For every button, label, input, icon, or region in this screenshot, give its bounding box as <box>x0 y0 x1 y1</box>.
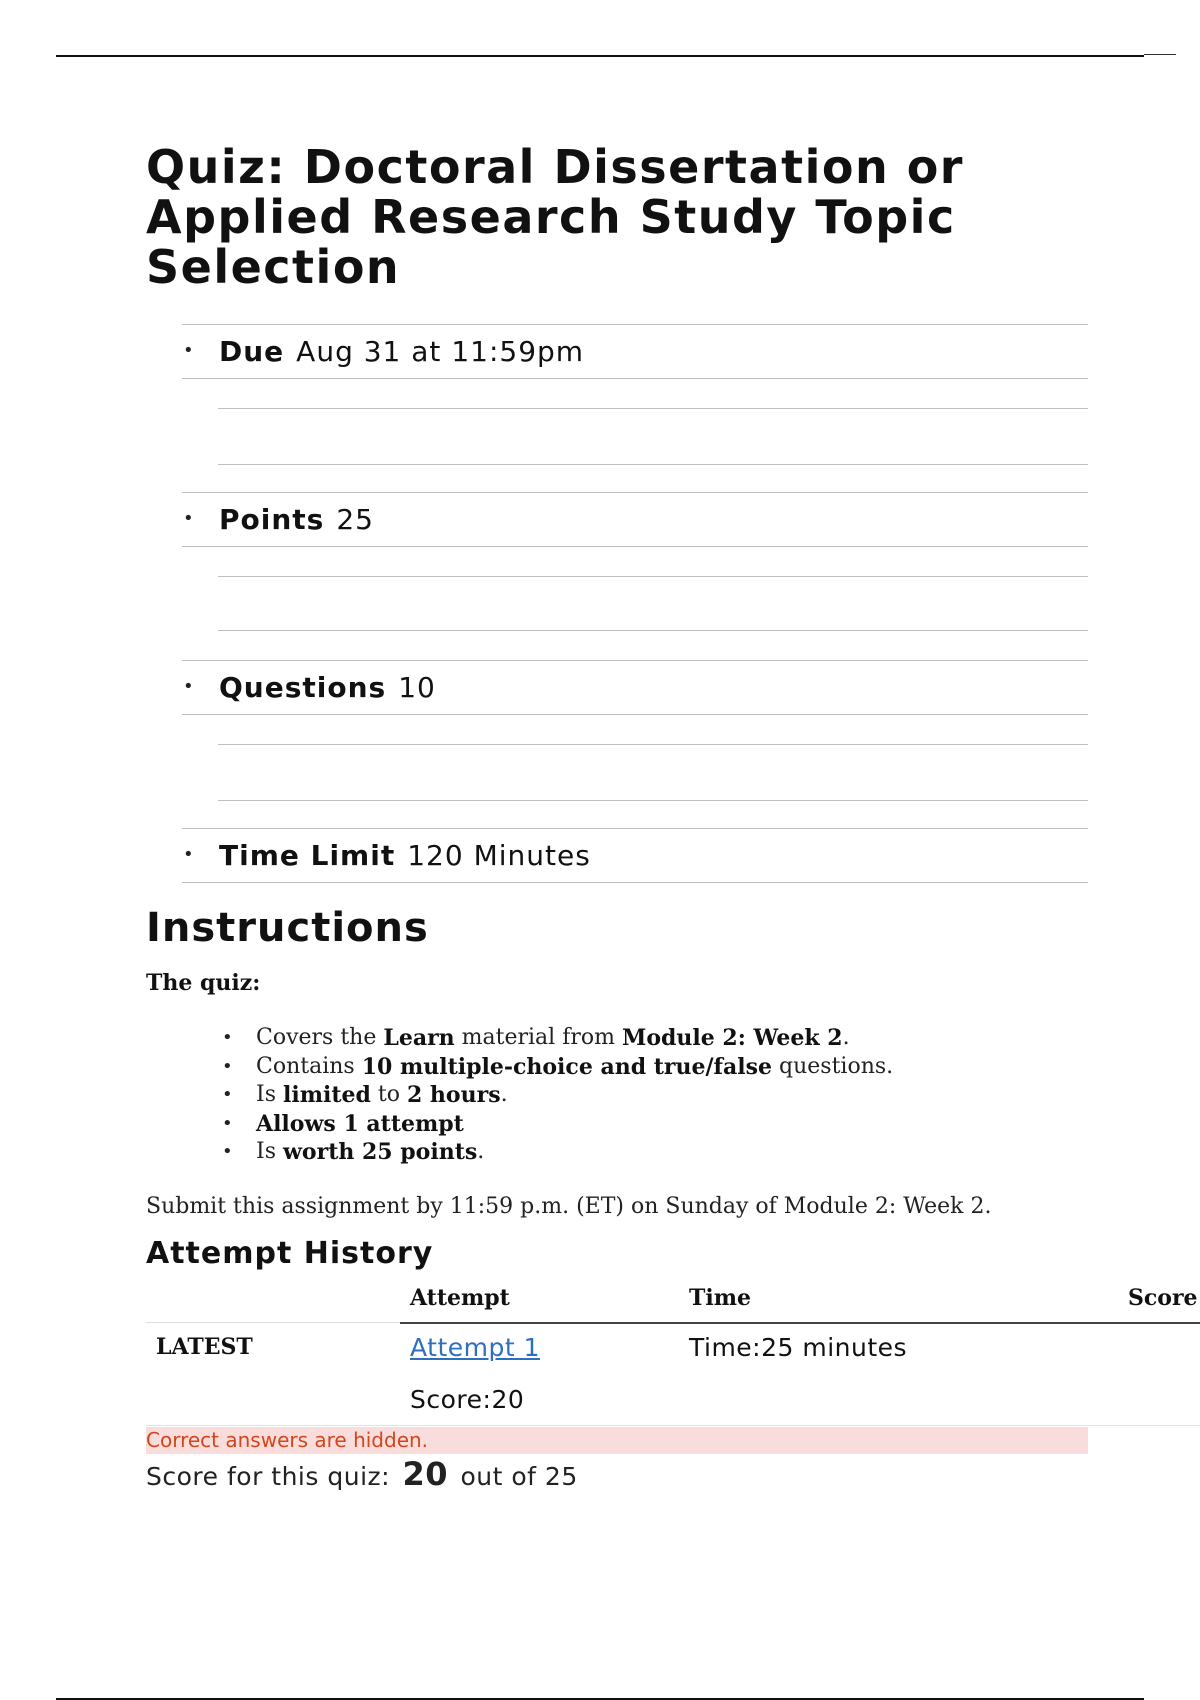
detail-value: Aug 31 at 11:59pm <box>296 334 585 368</box>
submit-note: Submit this assignment by 11:59 p.m. (ET) on Sunday of Module 2: Week 2. <box>146 1194 992 1219</box>
divider <box>182 546 1088 547</box>
detail-label: Due <box>219 334 285 368</box>
quiz-details-list <box>182 324 1088 884</box>
item-text: . <box>477 1139 485 1164</box>
list-item <box>222 1081 893 1110</box>
divider <box>218 630 1088 631</box>
divider <box>218 800 1088 801</box>
bullet-icon: • <box>183 676 194 697</box>
instructions-heading: Instructions <box>146 905 429 951</box>
item-emphasis: Module 2: Week 2 <box>621 1025 843 1051</box>
divider <box>218 464 1088 465</box>
latest-tag: LATEST <box>156 1334 253 1360</box>
bullet-icon: • <box>222 1027 233 1048</box>
detail-label: Questions <box>219 670 387 704</box>
item-text: Is <box>256 1082 283 1107</box>
divider <box>182 378 1088 379</box>
score-suffix: out of 25 <box>460 1462 578 1491</box>
item-text: Covers the <box>256 1025 384 1050</box>
table-row-divider <box>146 1322 400 1323</box>
quiz-intro: The quiz: <box>146 970 261 996</box>
divider <box>182 714 1088 715</box>
attempt-score: Score:20 <box>410 1385 525 1414</box>
bullet-icon: • <box>222 1055 233 1077</box>
table-header-divider <box>400 1322 1200 1324</box>
score-prefix: Score for this quiz: <box>146 1462 391 1491</box>
list-item <box>222 1138 893 1167</box>
detail-value: 120 Minutes <box>407 838 591 872</box>
attempt-time: Time:25 minutes <box>689 1333 908 1362</box>
item-text: Contains <box>256 1053 362 1079</box>
item-emphasis: worth 25 points <box>282 1139 478 1165</box>
list-item <box>222 1110 893 1139</box>
bullet-icon: • <box>222 1112 233 1134</box>
item-emphasis: limited <box>282 1082 371 1108</box>
detail-label: Time Limit <box>219 838 396 872</box>
item-emphasis: Allows 1 attempt <box>256 1110 464 1137</box>
item-text: to <box>370 1082 407 1107</box>
top-rule-tail <box>1144 54 1176 55</box>
detail-value: 10 <box>398 670 436 704</box>
item-text: . <box>500 1082 508 1107</box>
column-header-attempt: Attempt <box>410 1285 510 1311</box>
table-row-divider <box>146 1425 1200 1426</box>
page-title: Quiz: Doctoral Dissertation or Applied Research Study Topic Selection <box>146 140 964 294</box>
item-emphasis: 10 multiple-choice and true/false <box>361 1053 773 1080</box>
item-text: material from <box>454 1025 622 1050</box>
divider <box>182 882 1088 883</box>
detail-label: Points <box>219 502 325 536</box>
item-text: Is <box>256 1139 283 1164</box>
item-emphasis: Learn <box>383 1025 455 1051</box>
detail-due <box>182 324 1088 492</box>
answers-hidden-notice: Correct answers are hidden. <box>146 1427 1088 1454</box>
bullet-icon: • <box>183 844 194 865</box>
detail-points <box>182 492 1088 660</box>
attempt-history-heading: Attempt History <box>146 1236 434 1271</box>
list-item <box>222 1053 893 1082</box>
bullet-icon: • <box>183 340 194 361</box>
item-text: questions. <box>772 1053 894 1079</box>
instructions-list <box>222 1024 893 1167</box>
score-value: 20 <box>402 1455 449 1493</box>
detail-questions <box>182 660 1088 828</box>
column-header-score: Score <box>1128 1285 1198 1311</box>
top-rule <box>56 55 1144 57</box>
divider <box>218 744 1088 745</box>
bullet-icon: • <box>222 1141 233 1162</box>
attempt-1-link[interactable]: Attempt 1 <box>410 1333 541 1362</box>
divider <box>218 576 1088 577</box>
bullet-icon: • <box>222 1084 233 1105</box>
detail-value: 25 <box>336 502 374 536</box>
quiz-score-summary <box>146 1455 578 1493</box>
list-item <box>222 1024 893 1053</box>
item-emphasis: 2 hours <box>406 1082 501 1108</box>
column-header-time: Time <box>689 1285 752 1311</box>
detail-time-limit <box>182 828 1088 884</box>
bullet-icon: • <box>183 508 194 529</box>
item-text: . <box>842 1025 850 1050</box>
divider <box>218 408 1088 409</box>
